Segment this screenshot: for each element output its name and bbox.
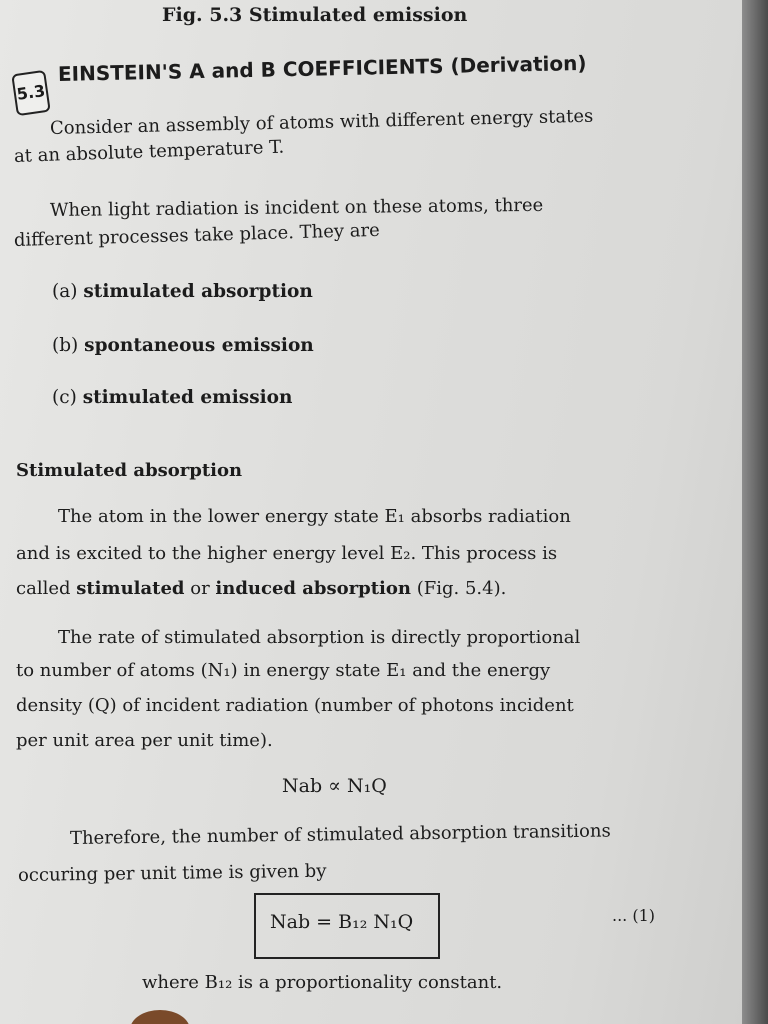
intro-line-1: Consider an assembly of atoms with different energy states — [49, 105, 594, 139]
list-marker: (a) — [52, 281, 78, 302]
bold-term: stimulated — [76, 578, 185, 599]
section-title: EINSTEIN'S A and B COEFFICIENTS (Derivation) — [57, 50, 587, 86]
list-label: stimulated absorption — [83, 281, 313, 302]
text-span: (Fig. 5.4). — [410, 578, 507, 599]
para3-line-1: Therefore, the number of stimulated absorption transitions — [69, 820, 611, 849]
subsection-heading: Stimulated absorption — [16, 460, 243, 481]
para2-line-2: to number of atoms (N₁) in energy state E₁ and the energy — [16, 660, 551, 681]
list-marker: (c) — [52, 387, 77, 408]
list-label: spontaneous emission — [84, 335, 314, 356]
list-item — [52, 335, 314, 356]
text-span: called — [16, 578, 77, 599]
proportionality-formula: Nab ∝ N₁Q — [282, 775, 387, 797]
section-number-badge: 5.3 — [11, 70, 51, 116]
list-label: stimulated emission — [82, 387, 293, 408]
para2-line-4: per unit area per unit time). — [16, 730, 273, 751]
para2-line-1: The rate of stimulated absorption is directly proportional — [58, 627, 581, 648]
list-marker: (b) — [52, 335, 79, 356]
para1-line-3 — [16, 578, 506, 599]
list-item — [52, 281, 313, 302]
figure-caption: Fig. 5.3 Stimulated emission — [162, 4, 468, 26]
para1-line-1: The atom in the lower energy state E₁ absorbs radiation — [58, 506, 571, 527]
where-line: where B₁₂ is a proportionality constant. — [142, 972, 503, 993]
equation-number: ... (1) — [612, 906, 656, 925]
boxed-equation — [254, 893, 440, 959]
page-edge-shadow — [742, 0, 768, 1024]
text-span: or — [184, 578, 216, 599]
para2-line-3: density (Q) of incident radiation (number of photons incident — [16, 695, 574, 716]
equation-text: Nab = B₁₂ N₁Q — [270, 911, 414, 933]
para3-line-2: occuring per unit time is given by — [17, 860, 327, 886]
intro-line-2: at an absolute temperature T. — [13, 136, 285, 167]
list-item — [52, 387, 292, 408]
finger-thumb — [130, 1010, 190, 1024]
processes-line-2: different processes take place. They are — [13, 219, 381, 251]
bold-term: induced absorption — [215, 578, 411, 599]
processes-line-1: When light radiation is incident on these atoms, three — [49, 194, 544, 221]
para1-line-2: and is excited to the higher energy level E₂. This process is — [16, 543, 558, 564]
